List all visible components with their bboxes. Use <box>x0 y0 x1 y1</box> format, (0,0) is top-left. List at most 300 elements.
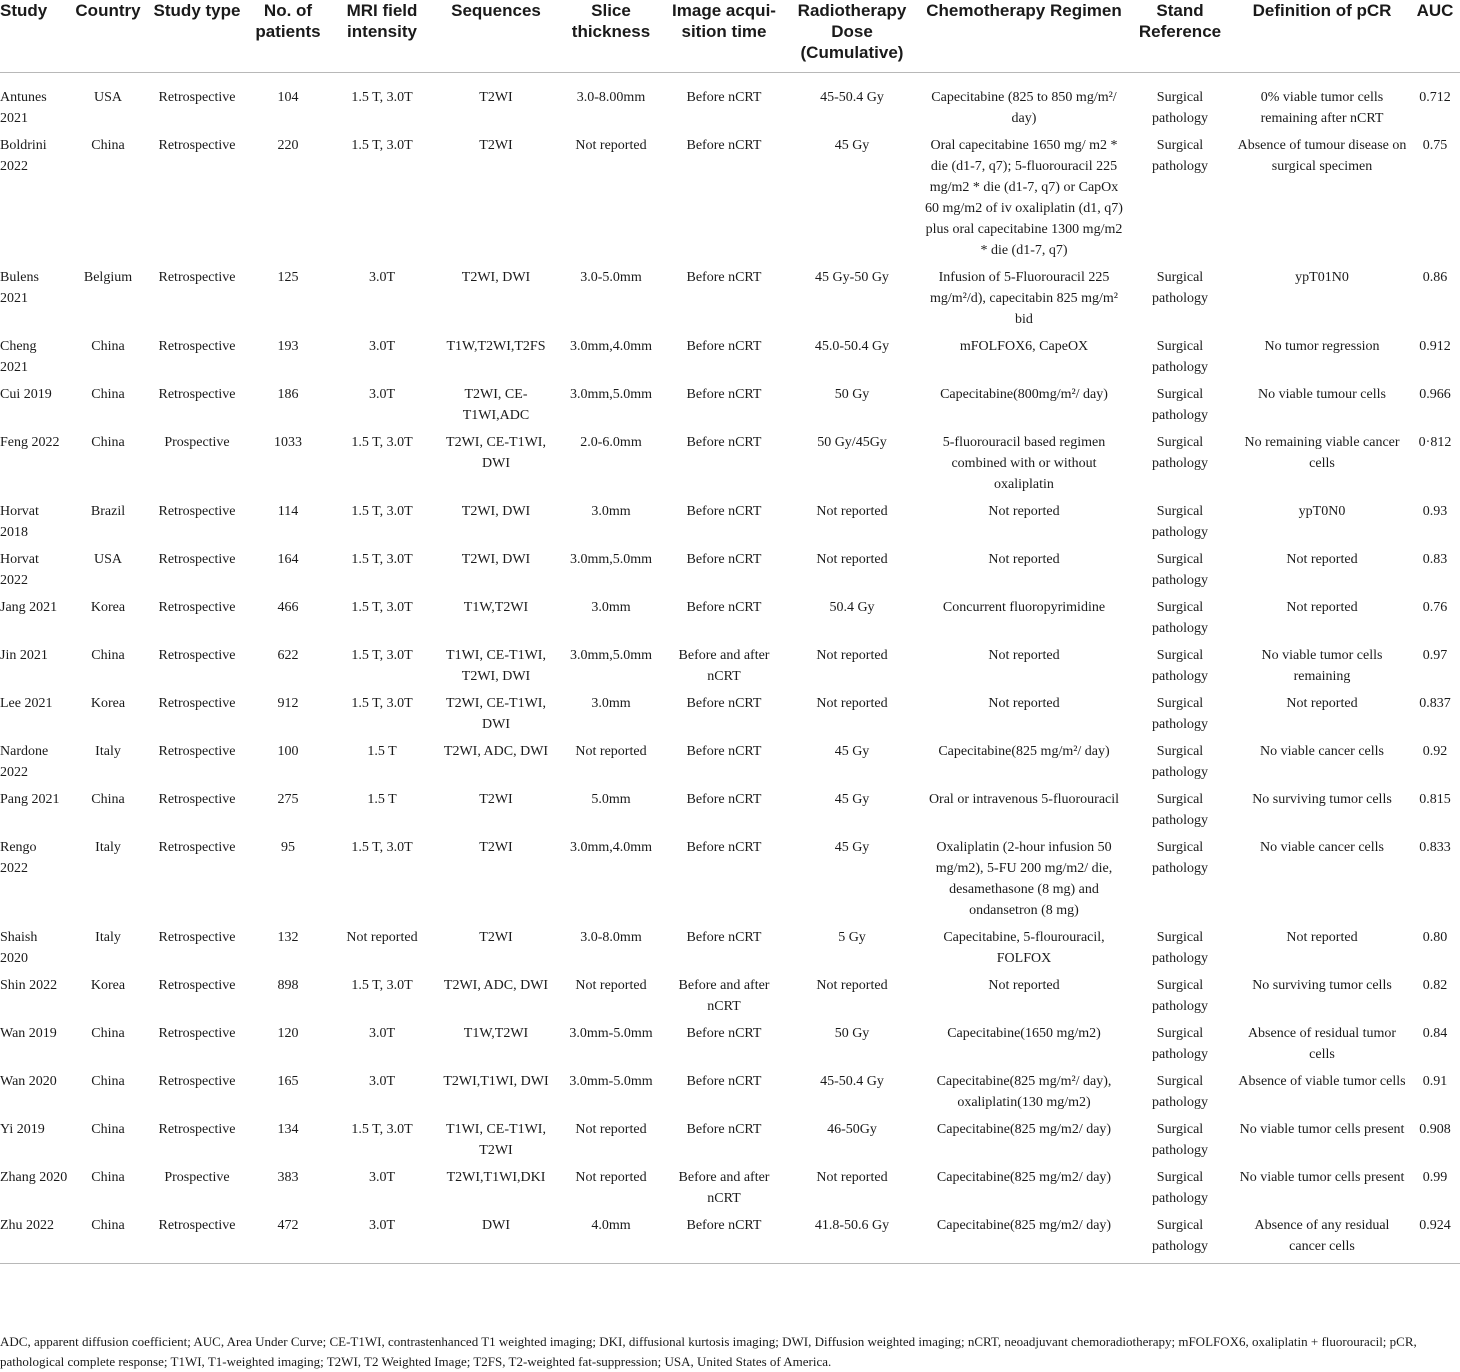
table-cell: 2.0-6.0mm <box>580 434 642 450</box>
table-cell: Cui 2019 <box>0 386 52 402</box>
table-cell: 0.91 <box>1422 1073 1448 1089</box>
table-cell: 50.4 Gy <box>829 599 875 615</box>
table-cell: 3.0T <box>328 1215 436 1264</box>
table-cell: 3.0mm-5.0mm <box>569 1073 653 1089</box>
table-cell: 3.0-8.0mm <box>580 929 642 945</box>
table-cell: 3.0T <box>368 1073 396 1089</box>
table-row <box>0 1215 1460 1264</box>
table-cell: Not reported <box>575 137 647 153</box>
table-cell: 45.0-50.4 Gy <box>814 338 890 354</box>
table-cell: 3.0T <box>368 1169 396 1185</box>
table-cell: 1.5 T, 3.0T <box>351 695 413 711</box>
table-cell: Concurrent fluoropyrimidine <box>942 599 1106 615</box>
table-row <box>0 336 1460 384</box>
table-cell: 0.86 <box>1422 269 1448 285</box>
table-cell: Surgical pathology <box>1152 137 1208 174</box>
table-cell: 3.0mm,4.0mm <box>569 839 653 855</box>
table-row <box>0 432 1460 501</box>
table-cell: 3.0mm,5.0mm <box>569 647 653 663</box>
table-cell: T2WI, CE-T1WI, DWI <box>446 434 546 471</box>
table-cell: Surgical pathology <box>1152 929 1208 966</box>
table-row <box>0 501 1460 549</box>
table-cell: Surgical pathology <box>1152 1025 1208 1062</box>
table-cell: Capecitabine(825 mg/m²/ day) <box>938 743 1110 759</box>
table-cell: T2WI <box>479 839 513 855</box>
table-cell: Not reported <box>346 929 418 945</box>
table-row <box>0 549 1460 597</box>
table-cell: Surgical pathology <box>1152 647 1208 684</box>
table-cell: Not reported <box>988 551 1060 567</box>
table-cell: Retrospective <box>158 743 236 759</box>
table-cell: Surgical pathology <box>1152 89 1208 126</box>
table-cell: ypT0N0 <box>1298 503 1346 519</box>
table-cell: China <box>91 1025 125 1041</box>
table-row <box>0 1119 1460 1167</box>
table-cell: 5.0mm <box>591 791 631 807</box>
table-row <box>0 975 1460 1023</box>
table-cell: Infusion of 5-Fluorouracil 225 mg/m²/d), capecitabin 825 mg/m² bid <box>929 269 1119 327</box>
table-cell: Italy <box>95 929 121 945</box>
table-cell: Not reported <box>575 1121 647 1137</box>
table-cell: Before nCRT <box>666 1215 782 1264</box>
table-cell: Retrospective <box>158 1025 236 1041</box>
table-cell: 622 <box>277 647 299 663</box>
table-cell: Retrospective <box>158 839 236 855</box>
table-cell: 3.0mm <box>591 503 631 519</box>
column-header: Definition of pCR <box>1234 0 1410 72</box>
table-cell: 1.5 T, 3.0T <box>351 551 413 567</box>
column-header: Image acqui-sition time <box>666 0 782 72</box>
table-cell: 186 <box>277 386 299 402</box>
table-cell: 0.80 <box>1422 929 1448 945</box>
table-cell: 3.0T <box>368 1025 396 1041</box>
table-cell: Capecitabine(1650 mg/m2) <box>947 1025 1101 1041</box>
column-header: Radiotherapy Dose (Cumulative) <box>782 0 922 72</box>
table-cell: Oral or intravenous 5-fluorouracil <box>928 791 1120 807</box>
column-header: Study type <box>146 0 248 72</box>
table-cell: Capecitabine(825 mg/m2/ day) <box>936 1169 1112 1185</box>
table-cell: Surgical pathology <box>1152 503 1208 540</box>
table-row <box>0 135 1460 267</box>
table-cell: USA <box>93 551 122 567</box>
table-cell: Surgical pathology <box>1152 269 1208 306</box>
table-cell: 466 <box>277 599 299 615</box>
table-cell: Jin 2021 <box>0 647 48 663</box>
table-body <box>0 72 1460 1263</box>
table-cell: Not reported <box>575 743 647 759</box>
table-cell: Before nCRT <box>686 89 762 105</box>
table-cell: 3.0T <box>368 386 396 402</box>
table-cell: China <box>91 1169 125 1185</box>
table-cell: Capecitabine(825 mg/m2/ day) <box>922 1215 1126 1264</box>
table-cell: Retrospective <box>158 791 236 807</box>
table-cell: 50 Gy/45Gy <box>817 434 887 450</box>
table-cell: Before nCRT <box>686 269 762 285</box>
table-cell: Surgical pathology <box>1126 1215 1234 1264</box>
table-cell: Oxaliplatin (2-hour infusion 50 mg/m2), 5-FU 200 mg/m2/ die, desamethasone (8 mg) and ondansetron (8 mg) <box>935 839 1113 918</box>
table-cell: USA <box>93 89 122 105</box>
table-cell: Before nCRT <box>686 839 762 855</box>
table-row <box>0 645 1460 693</box>
column-header: AUC <box>1410 0 1460 72</box>
table-cell: Zhang 2020 <box>0 1169 68 1185</box>
table-cell: China <box>91 137 125 153</box>
table-cell: Surgical pathology <box>1152 1121 1208 1158</box>
table-cell: 1.5 T <box>367 791 397 807</box>
table-row <box>0 837 1460 927</box>
table-cell: Surgical pathology <box>1152 386 1208 423</box>
table-cell: Before nCRT <box>686 743 762 759</box>
table-cell: T1WI, CE-T1WI, T2WI <box>446 1121 546 1158</box>
table-cell: Before nCRT <box>686 1073 762 1089</box>
table-cell: 0.837 <box>1419 695 1451 711</box>
table-cell: 5-fluorouracil based regimen combined with or without oxaliplatin <box>942 434 1106 492</box>
table-cell: Not reported <box>816 551 888 567</box>
table-cell: Not reported <box>1286 929 1358 945</box>
table-row <box>0 1071 1460 1119</box>
table-cell: 164 <box>277 551 299 567</box>
table-cell: 120 <box>277 1025 299 1041</box>
table-cell: T2WI, DWI <box>461 503 531 519</box>
table-cell: 1.5 T, 3.0T <box>351 647 413 663</box>
table-cell: 0.908 <box>1419 1121 1451 1137</box>
column-header: Chemotherapy Regimen <box>922 0 1126 72</box>
table-cell: Not reported <box>1286 551 1358 567</box>
table-cell: T2WI, CE-T1WI,ADC <box>462 386 530 423</box>
table-cell: Before nCRT <box>686 695 762 711</box>
table-cell: No remaining viable cancer cells <box>1244 434 1400 471</box>
table-cell: China <box>91 791 125 807</box>
table-cell: Not reported <box>575 1169 647 1185</box>
table-cell: Shaish 2020 <box>0 929 38 966</box>
table-cell: 3.0-8.00mm <box>576 89 646 105</box>
table-cell: Retrospective <box>158 1073 236 1089</box>
table-cell: Capecitabine(825 mg/m2/ day) <box>936 1121 1112 1137</box>
table-cell: Not reported <box>988 503 1060 519</box>
table-cell: Feng 2022 <box>0 434 60 450</box>
table-cell: No surviving tumor cells <box>1252 791 1392 807</box>
table-cell: Surgical pathology <box>1152 695 1208 732</box>
table-cell: mFOLFOX6, CapeOX <box>959 338 1089 354</box>
table-cell: Before nCRT <box>686 503 762 519</box>
table-cell: China <box>70 1215 146 1264</box>
table-cell: Zhu 2022 <box>0 1215 70 1264</box>
table-cell: Before nCRT <box>686 434 762 450</box>
table-cell: 1.5 T, 3.0T <box>351 137 413 153</box>
table-row <box>0 384 1460 432</box>
table-cell: Retrospective <box>158 647 236 663</box>
column-header: Slice thickness <box>556 0 666 72</box>
table-cell: Yi 2019 <box>0 1121 45 1137</box>
table-cell: Retrospective <box>158 695 236 711</box>
table-cell: 100 <box>277 743 299 759</box>
column-header: Stand Reference <box>1126 0 1234 72</box>
table-cell: 220 <box>277 137 299 153</box>
table-cell: Lee 2021 <box>0 695 53 711</box>
table-cell: 41.8-50.6 Gy <box>782 1215 922 1264</box>
table-cell: Retrospective <box>158 503 236 519</box>
table-cell: Retrospective <box>158 137 236 153</box>
table-cell: 45-50.4 Gy <box>820 89 884 105</box>
table-cell: No viable cancer cells <box>1260 839 1384 855</box>
table-cell: Before nCRT <box>686 386 762 402</box>
column-header: Country <box>70 0 146 72</box>
table-cell: Not reported <box>988 977 1060 993</box>
table-cell: Surgical pathology <box>1152 338 1208 375</box>
table-cell: 3.0mm-5.0mm <box>569 1025 653 1041</box>
table-cell: 104 <box>277 89 299 105</box>
table-cell: 193 <box>277 338 299 354</box>
table-cell: Italy <box>95 743 121 759</box>
table-cell: 0.833 <box>1419 839 1451 855</box>
table-cell: T1W,T2WI <box>463 599 529 615</box>
table-cell: Retrospective <box>158 551 236 567</box>
table-cell: Prospective <box>164 434 230 450</box>
table-cell: 3.0mm <box>591 599 631 615</box>
table-row <box>0 1023 1460 1071</box>
table-cell: DWI <box>436 1215 556 1264</box>
table-cell: Not reported <box>816 647 888 663</box>
table-cell: Before nCRT <box>686 599 762 615</box>
table-cell: 3.0mm <box>591 695 631 711</box>
table-cell: 383 <box>277 1169 299 1185</box>
table-cell: 0.924 <box>1410 1215 1460 1264</box>
table-row <box>0 597 1460 645</box>
table-cell: Korea <box>90 599 126 615</box>
table-cell: 1.5 T, 3.0T <box>351 1121 413 1137</box>
table-cell: 1.5 T, 3.0T <box>351 434 413 450</box>
header-row <box>0 0 1460 72</box>
table-cell: Before and after nCRT <box>678 647 770 684</box>
table-cell: 45 Gy <box>834 839 870 855</box>
table-cell: Retrospective <box>158 89 236 105</box>
table-cell: Pang 2021 <box>0 791 60 807</box>
table-cell: T2WI, ADC, DWI <box>443 743 549 759</box>
table-cell: Before nCRT <box>686 137 762 153</box>
table-cell: 45 Gy <box>834 791 870 807</box>
table-cell: 0.712 <box>1419 89 1451 105</box>
table-cell: Not reported <box>1286 599 1358 615</box>
table-cell: Absence of viable tumor cells <box>1238 1073 1406 1089</box>
table-cell: Surgical pathology <box>1152 599 1208 636</box>
table-cell: 0.99 <box>1422 1169 1448 1185</box>
table-cell: T2WI,T1WI, DWI <box>443 1073 549 1089</box>
table-cell: 1.5 T, 3.0T <box>351 89 413 105</box>
table-cell: 0% viable tumor cells remaining after nCRT <box>1260 89 1384 126</box>
table-cell: T1WI, CE-T1WI, T2WI, DWI <box>446 647 546 684</box>
table-cell: Bulens 2021 <box>0 269 39 306</box>
table-cell: Not reported <box>988 647 1060 663</box>
table-cell: 3.0T <box>368 269 396 285</box>
table-cell: Not reported <box>816 503 888 519</box>
table-cell: Horvat 2022 <box>0 551 39 588</box>
table-row <box>0 789 1460 837</box>
table-cell: Retrospective <box>158 977 236 993</box>
table-cell: Shin 2022 <box>0 977 58 993</box>
table-cell: Prospective <box>164 1169 230 1185</box>
table-cell: 472 <box>248 1215 328 1264</box>
table-cell: 45 Gy <box>834 137 870 153</box>
table-cell: 1.5 T <box>367 743 397 759</box>
table-cell: No viable cancer cells <box>1260 743 1384 759</box>
table-cell: 5 Gy <box>838 929 866 945</box>
table-cell: T2WI, ADC, DWI <box>443 977 549 993</box>
table-cell: Before nCRT <box>686 551 762 567</box>
table-cell: China <box>91 1121 125 1137</box>
table-cell: Wan 2020 <box>0 1073 57 1089</box>
table-cell: 46-50Gy <box>827 1121 877 1137</box>
table-footnote: ADC, apparent diffusion coefficient; AUC, Area Under Curve; CE-T1WI, contrastenhanced T1 weighted imaging; DKI, diffusional kurtosis imaging; DWI, Diffusion weighted imaging; nCRT, neoadjuvant chemoradiotherapy; mFOLFOX6, oxaliplatin + fluorouracil; pCR, pathological complete response; T1WI, T1-weighted imaging; T2WI, T2 Weighted Image; T2FS, T2-weighted fat-suppression; USA, United States of America. <box>0 1334 1417 1369</box>
table-cell: Rengo 2022 <box>0 839 37 876</box>
table-cell: 1.5 T, 3.0T <box>351 599 413 615</box>
table-cell: Korea <box>90 695 126 711</box>
table-cell: 0.815 <box>1419 791 1451 807</box>
table-cell: No viable tumor cells remaining <box>1261 647 1383 684</box>
table-cell: 3.0T <box>368 338 396 354</box>
column-header: Sequences <box>436 0 556 72</box>
table-cell: 95 <box>281 839 295 855</box>
table-cell: China <box>91 1073 125 1089</box>
table-cell: 114 <box>277 503 299 519</box>
table-cell: 4.0mm <box>556 1215 666 1264</box>
table-cell: Surgical pathology <box>1152 791 1208 828</box>
column-header: No. of patients <box>248 0 328 72</box>
table-cell: Retrospective <box>158 929 236 945</box>
table-cell: 50 Gy <box>834 386 870 402</box>
table-cell: Absence of any residual cancer cells <box>1234 1215 1410 1264</box>
table-cell: 165 <box>277 1073 299 1089</box>
table-cell: Before and after nCRT <box>678 977 770 1014</box>
table-cell: Retrospective <box>158 1121 236 1137</box>
table-cell: 3.0mm,5.0mm <box>569 386 653 402</box>
table-cell: No viable tumor cells present <box>1239 1169 1405 1185</box>
table-cell: Not reported <box>1286 695 1358 711</box>
table-cell: Absence of tumour disease on surgical specimen <box>1237 137 1407 174</box>
table-cell: China <box>91 386 125 402</box>
table-cell: Surgical pathology <box>1152 1169 1208 1206</box>
table-cell: China <box>91 338 125 354</box>
table-cell: Surgical pathology <box>1152 977 1208 1014</box>
table-row <box>0 693 1460 741</box>
table-cell: ypT01N0 <box>1295 269 1349 285</box>
table-cell: Capecitabine(800mg/m²/ day) <box>940 386 1108 402</box>
table-cell: T2WI <box>479 791 513 807</box>
table-cell: Not reported <box>816 1169 888 1185</box>
table-cell: 0.82 <box>1422 977 1448 993</box>
table-cell: Retrospective <box>146 1215 248 1264</box>
table-cell: Belgium <box>83 269 133 285</box>
table-cell: Not reported <box>575 977 647 993</box>
table-cell: Brazil <box>90 503 126 519</box>
table-cell: China <box>91 434 125 450</box>
table-cell: 132 <box>277 929 299 945</box>
table-cell: 0.76 <box>1422 599 1448 615</box>
table-cell: Absence of residual tumor cells <box>1247 1025 1397 1062</box>
table-cell: Retrospective <box>158 599 236 615</box>
table-row <box>0 1167 1460 1215</box>
table-cell: 0.75 <box>1422 137 1448 153</box>
table-cell: 45 Gy <box>834 743 870 759</box>
table-cell: T2WI, CE-T1WI, DWI <box>446 695 546 732</box>
table-cell: T2WI,T1WI,DKI <box>446 1169 546 1185</box>
table-cell: Surgical pathology <box>1152 839 1208 876</box>
table-cell: No surviving tumor cells <box>1252 977 1392 993</box>
table-cell: Capecitabine (825 to 850 mg/m²/ day) <box>931 89 1117 126</box>
table-cell: Before nCRT <box>686 929 762 945</box>
table-cell: Before nCRT <box>686 791 762 807</box>
table-cell: Antunes 2021 <box>0 89 47 126</box>
table-cell: Nardone 2022 <box>0 743 49 780</box>
table-cell: 0·812 <box>1418 434 1452 450</box>
table-cell: T1W,T2WI <box>463 1025 529 1041</box>
table-cell: 0.92 <box>1422 743 1448 759</box>
column-header: MRI field intensity <box>328 0 436 72</box>
table-cell: Boldrini 2022 <box>0 137 47 174</box>
table-row <box>0 741 1460 789</box>
table-cell: China <box>91 647 125 663</box>
table-cell: Capecitabine, 5-flourouracil, FOLFOX <box>943 929 1105 966</box>
table-cell: T2WI <box>479 929 513 945</box>
table-cell: Not reported <box>988 695 1060 711</box>
table-cell: 134 <box>277 1121 299 1137</box>
table-cell: 45-50.4 Gy <box>820 1073 884 1089</box>
table-cell: T1W,T2WI,T2FS <box>446 338 546 354</box>
table-cell: Before nCRT <box>686 338 762 354</box>
table-cell: No tumor regression <box>1264 338 1380 354</box>
table-cell: 0.912 <box>1419 338 1451 354</box>
table-cell: 1.5 T, 3.0T <box>351 503 413 519</box>
table-cell: 1.5 T, 3.0T <box>351 839 413 855</box>
table-cell: Not reported <box>816 695 888 711</box>
table-cell: 0.97 <box>1422 647 1448 663</box>
table-cell: T2WI <box>479 89 513 105</box>
table-cell: Retrospective <box>158 338 236 354</box>
table-cell: 45 Gy-50 Gy <box>815 269 889 285</box>
table-cell: T2WI <box>479 137 513 153</box>
table-cell: Surgical pathology <box>1152 1073 1208 1110</box>
table-cell: Jang 2021 <box>0 599 58 615</box>
table-cell: 3.0mm,5.0mm <box>569 551 653 567</box>
table-cell: 912 <box>277 695 299 711</box>
table-cell: 50 Gy <box>834 1025 870 1041</box>
table-cell: Horvat 2018 <box>0 503 39 540</box>
table-cell: 0.84 <box>1422 1025 1448 1041</box>
table-cell: T2WI, DWI <box>461 551 531 567</box>
table-cell: Retrospective <box>158 386 236 402</box>
table-cell: 0.83 <box>1422 551 1448 567</box>
table-cell: Korea <box>90 977 126 993</box>
table-cell: 275 <box>277 791 299 807</box>
table-row <box>0 72 1460 135</box>
table-cell: No viable tumour cells <box>1258 386 1386 402</box>
table-cell: 1.5 T, 3.0T <box>351 977 413 993</box>
table-cell: Not reported <box>816 977 888 993</box>
table-cell: Capecitabine(825 mg/m²/ day), oxaliplatin(130 mg/m2) <box>936 1073 1112 1110</box>
table-cell: No viable tumor cells present <box>1239 1121 1405 1137</box>
table-cell: 0.966 <box>1419 386 1451 402</box>
table-cell: Before nCRT <box>686 1025 762 1041</box>
column-header: Study <box>0 0 70 72</box>
table-cell: Wan 2019 <box>0 1025 57 1041</box>
table-cell: 3.0-5.0mm <box>580 269 642 285</box>
table-cell: 898 <box>277 977 299 993</box>
table-cell: Surgical pathology <box>1152 434 1208 471</box>
table-row <box>0 927 1460 975</box>
table-cell: Oral capecitabine 1650 mg/ m2 * die (d1-7, q7); 5-fluorouracil 225 mg/m2 * die (d1-7, q7) or CapOx 60 mg/m2 of iv oxaliplatin (d1, q7) plus oral capecitabine 1300 mg/m2 * die (d1-7, q7) <box>925 137 1123 258</box>
table-cell: Before nCRT <box>686 1121 762 1137</box>
table-cell: 0.93 <box>1422 503 1448 519</box>
table-cell: T2WI, DWI <box>461 269 531 285</box>
